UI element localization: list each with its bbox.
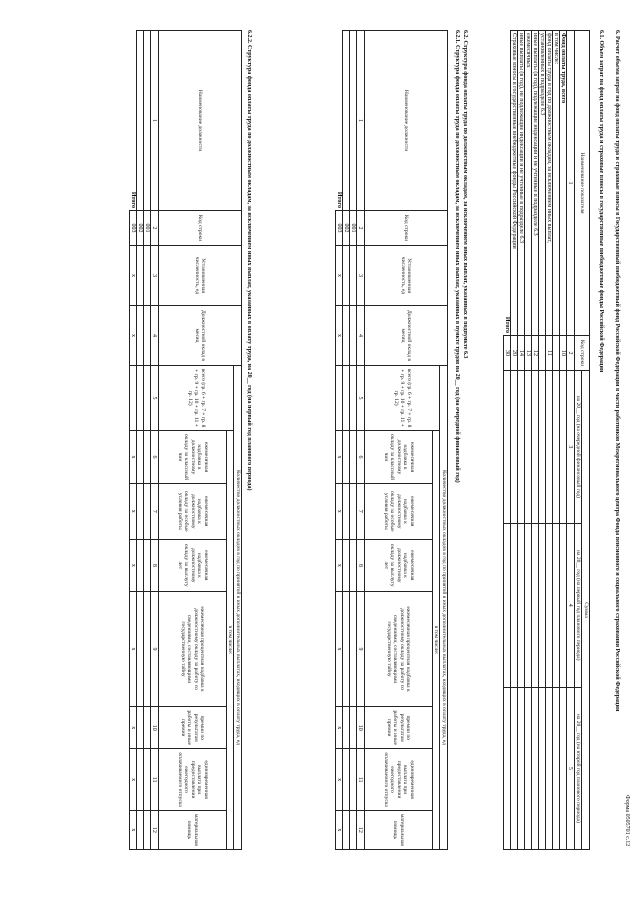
col-position-header: Наименование должности xyxy=(159,31,242,211)
col-number: 1 xyxy=(357,31,365,211)
col-staff-header: Установленная численность, ед xyxy=(365,246,448,306)
col-number: 3 xyxy=(151,246,159,306)
row-code: 10 xyxy=(560,336,567,371)
table-row xyxy=(137,31,144,850)
sum-col-3: на 20__ год (на второй год планового периода) xyxy=(575,687,583,849)
subcol-1: ежемесячная надбавка к должностному окладу за классный чин xyxy=(365,431,433,484)
total-code: 30 xyxy=(504,336,511,371)
total-code: 003 xyxy=(336,211,343,246)
row-name: иные выплаты (в год), подлежащие индексации и не учтенные в подразделе 6.3 xyxy=(532,31,539,336)
col-number: 9 xyxy=(357,592,365,707)
row-code: 11 xyxy=(546,336,553,371)
row-code: 002 xyxy=(343,211,350,246)
subcol-2: ежемесячная надбавка к должностному окладу за особые условия работы xyxy=(365,483,433,539)
x-mark: х xyxy=(130,810,137,849)
total-label: Итого xyxy=(336,31,343,211)
col-number: 6 xyxy=(151,431,159,484)
col-number: 7 xyxy=(357,483,365,539)
total-label: Итого xyxy=(504,31,511,336)
col-number: 11 xyxy=(151,749,159,810)
row-name: ежемесячных xyxy=(525,31,532,336)
x-mark: х xyxy=(336,483,343,539)
x-mark: х xyxy=(336,810,343,849)
row-code: 20 xyxy=(511,336,518,371)
col-number: 4 xyxy=(567,523,575,687)
col-salary-header: Должностной оклад в месяц xyxy=(159,306,242,366)
col-number: 10 xyxy=(357,707,365,749)
table-row xyxy=(539,31,546,850)
subcol-1: ежемесячная надбавка к должностному окладу за классный чин xyxy=(159,431,227,484)
row-name: установленных в подразделе 6.3 xyxy=(539,31,546,336)
row-code: 13 xyxy=(525,336,532,371)
col-staff-header: Установленная численность, ед xyxy=(159,246,242,306)
col-number: 2 xyxy=(567,336,575,371)
col-code-header: Код строки xyxy=(575,336,590,371)
row-code: 12 xyxy=(532,336,539,371)
section62-title: 6.2. Структура фонда оплаты труда по должностным окладам, за исключением иных выплат, указанных в подпункте 6.3 xyxy=(462,30,468,359)
col-number: 4 xyxy=(357,306,365,366)
col-number: 1 xyxy=(151,31,159,211)
x-mark: х xyxy=(336,431,343,484)
col-position-header: Наименование должности xyxy=(365,31,448,211)
subcol-5: премии по результатам работы и иные премии xyxy=(365,707,433,749)
col-number: 2 xyxy=(357,211,365,246)
col-number: 11 xyxy=(357,749,365,810)
table-row xyxy=(553,31,560,850)
col-group-header: Количество должностных окладов в год по принятой в иных дополнительных выплатах, входящих в оплату труда, ед xyxy=(234,366,242,850)
col-number: 9 xyxy=(151,592,159,707)
x-mark: х xyxy=(130,306,137,366)
total-label: Итого xyxy=(130,31,137,211)
subcol-6: единовременная выплата при предоставлении ежегодного оплачиваемого отпуска xyxy=(365,749,433,810)
sum-col-1: на 20__ год (на очередной финансовый год) xyxy=(575,371,583,524)
col-number: 12 xyxy=(357,810,365,849)
table-row xyxy=(511,31,518,850)
col-number: 5 xyxy=(357,366,365,431)
table-row xyxy=(350,31,357,850)
total-code: 003 xyxy=(130,211,137,246)
table-row xyxy=(532,31,539,850)
row-name: Страховые взносы в государственные внебюджетные фонды Российской Федерации xyxy=(511,31,518,336)
subcol-4: ежемесячная процентная надбавка к должностному окладу за работу со сведениями, составляющими государственную тайну xyxy=(159,592,227,707)
x-mark: х xyxy=(336,306,343,366)
row-code: 001 xyxy=(144,211,151,246)
section62-subtitle: 6.2.1. Структура фонда оплаты труда по должностным окладам, за исключением иных выплат, указанных в пункте трудов на 20__ год (на очередной финансовый год) xyxy=(454,30,460,483)
col-code-header: Код строки xyxy=(365,211,448,246)
col-number: 2 xyxy=(151,211,159,246)
table-row xyxy=(518,31,525,850)
x-mark: х xyxy=(130,246,137,306)
subcol-6: единовременная выплата при предоставлении ежегодного оплачиваемого отпуска xyxy=(159,749,227,810)
x-mark: х xyxy=(336,539,343,591)
row-name: Фонд оплаты труда, всего xyxy=(560,31,567,336)
subcol-2: ежемесячная надбавка к должностному окладу за особые условия работы xyxy=(159,483,227,539)
table-row-total xyxy=(336,31,343,850)
x-mark: х xyxy=(336,246,343,306)
row-code xyxy=(539,336,546,371)
col-number: 6 xyxy=(357,431,365,484)
table-row-total xyxy=(130,31,137,850)
table-row xyxy=(560,31,567,850)
x-mark: х xyxy=(336,749,343,810)
col-name-header: Наименование показателя xyxy=(575,31,590,336)
col-code-header: Код строки xyxy=(159,211,242,246)
subcol-7: материальная помощь xyxy=(159,810,227,849)
col-incl-header: в том числе: xyxy=(433,431,441,850)
col-incl-header: в том числе: xyxy=(227,431,235,850)
section6-title: 6. Расчет объема затрат на фонд оплаты труда и страховые взносы в Государственный внебюджетный фонд Российской Федерации в части работников Межрегионального центра Фонда пенсионного и социального страхования Российской Федерации xyxy=(614,30,620,712)
table-row-total xyxy=(504,31,511,850)
x-mark: х xyxy=(130,483,137,539)
col-number: 7 xyxy=(151,483,159,539)
table-row xyxy=(546,31,553,850)
col-number: 3 xyxy=(357,246,365,306)
col-number: 8 xyxy=(357,539,365,591)
col-salary-header: Должностной оклад в месяц xyxy=(365,306,448,366)
sum-col-2: на 20__ год (на первый год планового периода) xyxy=(575,523,583,687)
row-code: 14 xyxy=(518,336,525,371)
row-code: 001 xyxy=(350,211,357,246)
subcol-4: ежемесячная процентная надбавка к должностному окладу за работу со сведениями, составляющими государственную тайну xyxy=(365,592,433,707)
table-6-1 xyxy=(503,30,590,850)
row-name: в том числе: xyxy=(553,31,560,336)
col-total-header: всего (гр. 6 + гр. 7 + гр. 8 + гр. 9 + гр. 10 + гр. 11 + гр. 12) xyxy=(159,366,235,431)
x-mark: х xyxy=(336,592,343,707)
row-name: иные выплаты (в год), не подлежащие индексации и не учтенные в подразделе 6.3 xyxy=(518,31,525,336)
table-row xyxy=(525,31,532,850)
col-number: 8 xyxy=(151,539,159,591)
x-mark: х xyxy=(130,592,137,707)
x-mark: х xyxy=(130,749,137,810)
subcol-7: материальная помощь xyxy=(365,810,433,849)
section6-subtitle: 6.1. Объем затрат на фонд оплаты труда и страховые взносы в государственные внебюджетные фонды Российской Федерации xyxy=(598,30,604,373)
row-code xyxy=(553,336,560,371)
col-number: 1 xyxy=(567,31,575,336)
col-number: 12 xyxy=(151,810,159,849)
x-mark: х xyxy=(130,539,137,591)
col-sum-header: Сумма xyxy=(582,371,590,850)
table-6-2-2 xyxy=(129,30,242,850)
row-code: 002 xyxy=(137,211,144,246)
col-number: 3 xyxy=(567,371,575,524)
row-name: фонд оплаты труда в год по должностным окладам, за исключением иных выплат, xyxy=(546,31,553,336)
table-row xyxy=(144,31,151,850)
form-label: Форма 0505701 с.12 xyxy=(624,795,630,847)
subcol-3: ежемесячная надбавка к должностному окладу за выслугу лет xyxy=(365,539,433,591)
table-row xyxy=(343,31,350,850)
table-6-2-1 xyxy=(335,30,448,850)
col-number: 4 xyxy=(151,306,159,366)
col-number: 5 xyxy=(151,366,159,431)
section622-title: 6.2.2. Структура фонда оплаты труда по должностным окладам, за исключением иных выплат, указанных в оплату труда, на 20__ год (на первый год планового периода) xyxy=(246,30,252,491)
col-group-header: Количество должностных окладов в год по принятой в иных дополнительных выплатах, входящих в оплату труда, ед xyxy=(440,366,448,850)
x-mark: х xyxy=(336,707,343,749)
subcol-3: ежемесячная надбавка к должностному окладу за выслугу лет xyxy=(159,539,227,591)
col-number: 5 xyxy=(567,687,575,849)
subcol-5: премии по результатам работы и иные премии xyxy=(159,707,227,749)
col-number: 10 xyxy=(151,707,159,749)
x-mark: х xyxy=(130,431,137,484)
col-total-header: всего (гр. 6 + гр. 7 + гр. 8 + гр. 9 + гр. 10 + гр. 11 + гр. 12) xyxy=(365,366,441,431)
x-mark: х xyxy=(130,707,137,749)
